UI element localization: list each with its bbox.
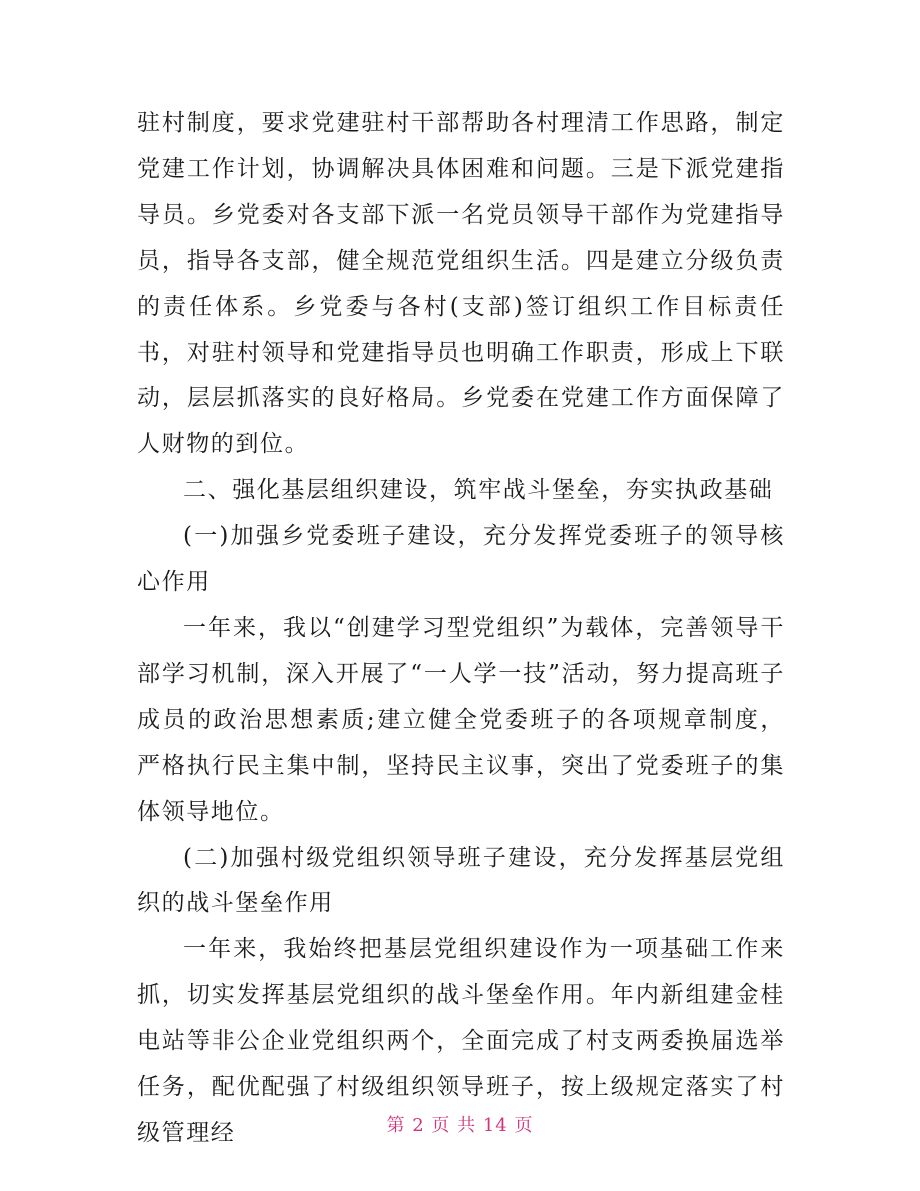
subsection-heading-1: (一)加强乡党委班子建设，充分发挥党委班子的领导核心作用 (137, 523, 785, 596)
paragraph-party-building-system: 驻村制度，要求党建驻村干部帮助各村理清工作思路，制定党建工作计划，协调解决具体困难和问题。三是下派党建指导员。乡党委对各支部下派一名党员领导干部作为党建指导员，指导各支部，健全规范党组织生活。四是建立分级负责的责任体系。乡党委与各村(支部)签订组织工作目标责任书，对驻村领导和党建指导员也明确工作职责，形成上下联动，层层抓落实的良好格局。乡党委在党建工作方面保障了人财物的到位。 (137, 110, 785, 458)
document-body (137, 101, 785, 1157)
paragraph-party-committee: 一年来，我以“创建学习型党组织”为载体，完善领导干部学习机制，深入开展了“一人学一技”活动，努力提高班子成员的政治思想素质;建立健全党委班子的各项规章制度，严格执行民主集中制，坚持民主议事，突出了党委班子的集体领导地位。 (137, 614, 785, 825)
section-heading-2: 二、强化基层组织建设，筑牢战斗堡垒，夯实执政基础 (183, 477, 774, 504)
paragraph-grassroots-organization: 一年来，我始终把基层党组织建设作为一项基础工作来抓，切实发挥基层党组织的战斗堡垒作用。年内新组建金桂电站等非公企业党组织两个，全面完成了村支两委换届选举任务，配优配强了村级组织领导班子，按上级规定落实了村级管理经 (137, 936, 785, 1146)
page-number-label: 第 2 页 共 14 页 (386, 1115, 534, 1136)
subsection-heading-2: (二)加强村级党组织领导班子建设，充分发挥基层党组织的战斗堡垒作用 (137, 844, 785, 917)
page-footer (0, 1111, 920, 1137)
